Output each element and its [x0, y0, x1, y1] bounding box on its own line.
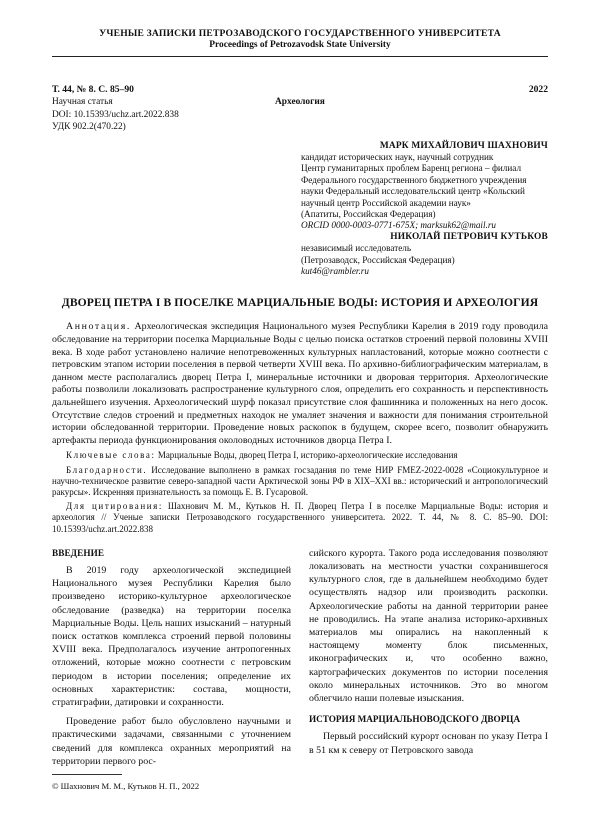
author-1-line: Федерального государственного бюджетного учреждения — [301, 174, 527, 185]
author-1-line: науки Федеральный исследовательский центр «Кольский — [301, 186, 525, 197]
article-type: Научная статья — [52, 97, 113, 107]
author-1-contact[interactable]: ORCID 0000-0003-0771-675X; marksuk62@mail.ru — [301, 220, 496, 231]
abstract-text: Археологическая экспедиция Национального музея Республики Карелия в 2019 году проводила обследование на территории поселка Марциальные Воды с целью поиска остатков строений первой половины XVIII века. В ходе работ установлено наличие непотревоженных культурных напластований, которые можно соотнести с петровским этапом истории поселения в первой четверти XVIII века. По архивно-библиографическим материалам, в данном месте располагались дворец Петра I, минеральные источники и дворовая территория. Археологические работы позволили локализовать распространение культурного слоя, определить его сохранность и перспективность дальнейшего изучения. Археологический шурф показал присутствие слоя фашинника и положенных на него досок. Отсутствие следов строений и предметных находок не умаляет значения и важности для понимания строительной истории обследованной территории. Проведение новых раскопок в будущем, скорее всего, позволит обнаружить артефакты периода функционирования околоводных источников дворца Петра I. — [52, 321, 549, 446]
author-2 — [301, 232, 548, 278]
body-paragraph: В 2019 году археологической экспедицией Национального музея Республики Карелия было произведено историко-культурное археологическое обследование (разведка) на территории поселка Марциальные Воды. Цель наших изысканий – натурный поиск остатков комплекса строений первой половины XVIII века. Предполагалось изучение антропогенных отложений, которые можно соотнести с петровским периодом в истории поселения; определение их основных характеристик: состава, мощности, стратиграфии, датировки и сохранности. — [52, 564, 291, 708]
citation — [52, 501, 548, 535]
author-2-line: (Петрозаводск, Российская Федерация) — [301, 254, 455, 265]
journal-title: УЧЕНЫЕ ЗАПИСКИ ПЕТРОЗАВОДСКОГО ГОСУДАРСТВЕННОГО УНИВЕРСИТЕТА — [99, 28, 501, 39]
acknowledgements — [52, 465, 548, 499]
author-1-name: МАРК МИХАЙЛОВИЧ ШАХНОВИЧ — [379, 140, 548, 151]
citation-label: Для цитирования: — [66, 501, 163, 512]
article-title: ДВОРЕЦ ПЕТРА I В ПОСЕЛКЕ МАРЦИАЛЬНЫЕ ВОДЫ: ИСТОРИЯ И АРХЕОЛОГИЯ — [61, 296, 539, 310]
history-heading: ИСТОРИЯ МАРЦИАЛЬНОВОДСКОГО ДВОРЦА — [309, 714, 521, 725]
left-column — [52, 547, 291, 768]
volume-info: Т. 44, № 8. С. 85–90 — [52, 84, 134, 95]
author-1-line: (Апатиты, Российская Федерация) — [301, 208, 436, 219]
body-paragraph: сийского курорта. Такого рода исследования позволяют локализовать на местности участки сохранившегося культурного слоя, где в дальнейшем необходимо будет осуществлять надзор или производить раскопки. Археологические работы на данной территории ранее не проводились. На этапе анализа историко-архивных материалов мы опирались на накопленный к настоящему моменту блок письменных, иконографических и, что особенно важно, картографических документов по истории поселения около минеральных источников. Это во многом облегчило наши полевые изыскания. — [309, 547, 548, 704]
volume-row — [52, 84, 548, 96]
author-2-line: независимый исследователь — [301, 243, 412, 254]
article-meta — [52, 96, 548, 134]
author-2-email[interactable]: kut46@rambler.ru — [301, 265, 369, 276]
keywords-text: Марциальные Воды, дворец Петра I, историко-археологические исследования — [157, 450, 458, 461]
abstract — [52, 321, 548, 447]
copyright-footnote: © Шахнович М. М., Кутьков Н. П., 2022 — [52, 781, 200, 791]
keywords-label: Ключевые слова: — [66, 450, 156, 461]
author-1-line: Центр гуманитарных проблем Баренц региона – филиал — [301, 163, 522, 174]
author-1-line: кандидат исторических наук, научный сотрудник — [301, 151, 494, 162]
citation-text: Шахнович М. М., Кутьков Н. П. Дворец Петра I в поселке Марциальные Воды: история и археология // Ученые записки Петрозаводского государственного университета. 2022. Т. 44, № 8. С. 85–90. DOI: 10.15393/uchz.art.2022.838 — [52, 501, 548, 534]
abstract-label: Аннотация. — [66, 321, 131, 333]
author-2-name: НИКОЛАЙ ПЕТРОВИЧ КУТЬКОВ — [390, 231, 548, 242]
acknowledgements-label: Благодарности. — [66, 464, 148, 475]
keywords — [52, 450, 548, 461]
body-paragraph: Проведение работ было обусловлено научными и практическими задачами, связанными с уточнением сведений для комплекса охранных мероприятий на территории первого рос- — [52, 716, 291, 767]
body-paragraph: Первый российский курорт основан по указу Петра I в 51 км к северу от Петровского завода — [309, 731, 548, 756]
acknowledgements-text: Исследование выполнено в рамках госзадания по теме НИР FMEZ-2022-0028 «Социокультурное и научно-техническое развитие северо-западной части Арктической зоны РФ в XIX–XXI вв.: исторический и антропологический ракурсы». Искренняя признательность за помощь Е. В. Гусаровой. — [52, 464, 548, 497]
section-label: Археология — [275, 97, 325, 107]
intro-heading: ВВЕДЕНИЕ — [52, 547, 105, 558]
journal-subtitle: Proceedings of Petrozavodsk State University — [209, 40, 391, 50]
right-column — [309, 547, 548, 768]
author-1 — [301, 141, 548, 232]
body-columns — [52, 547, 548, 768]
header-divider — [52, 56, 548, 57]
udc: УДК 902.2(470.22) — [52, 122, 126, 132]
footnote-divider — [52, 774, 122, 775]
doi: DOI: 10.15393/uchz.art.2022.838 — [52, 109, 179, 120]
author-1-line: научный центр Российской академии наук» — [301, 197, 471, 208]
publication-year: 2022 — [528, 84, 548, 95]
